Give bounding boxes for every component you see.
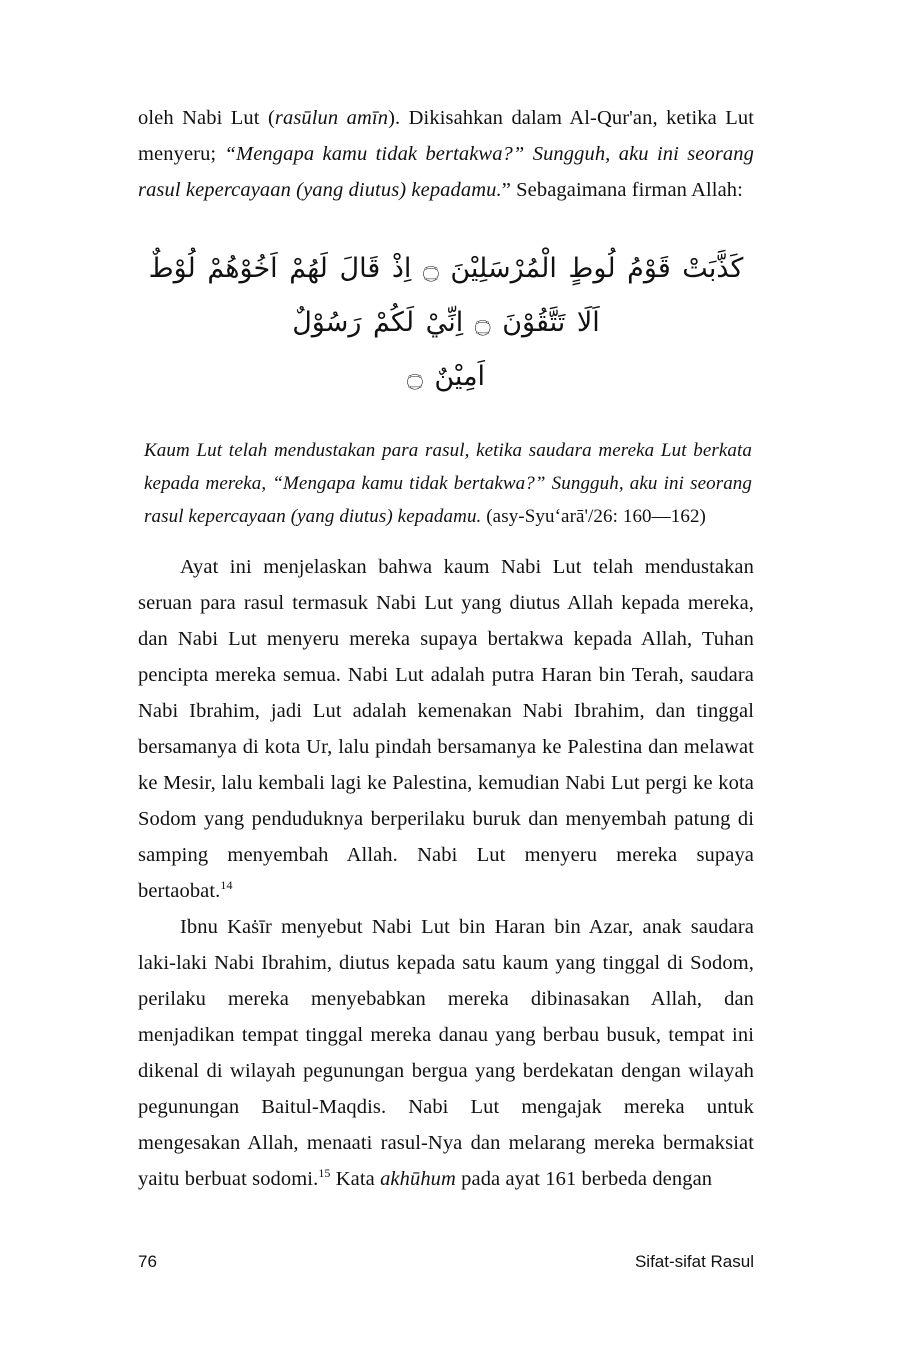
verse-reference: (asy-Syu‘arā'/26: 160—162): [481, 506, 706, 527]
body-1-text: Ayat ini menjelaskan bahwa kaum Nabi Lut telah mendustakan seruan para rasul termasuk Nabi Lut yang diutus Allah kepada mereka, dan Nabi Lut menyeru mereka supaya bertakwa kepada Allah, Tuhan pencipta mereka semua. Nabi Lut adalah putra Haran bin Terah, saudara Nabi Ibrahim, jadi Lut adalah kemenakan Nabi Ibrahim, dan tinggal bersamanya di kota Ur, lalu pindah bersamanya ke Palestina dan melawat ke Mesir, lalu kembali lagi ke Palestina, kemudian Nabi Lut pergi ke kota Sodom yang penduduknya berperilaku buruk dan menyembah patung di samping menyembah Allah. Nabi Lut menyeru mereka supaya bertaobat.: [138, 556, 754, 902]
paragraph-body-2: [138, 909, 754, 1197]
body-2-text-c: pada ayat 161 berbeda dengan: [455, 1168, 713, 1190]
translation-text: Kaum Lut telah mendustakan para rasul, ketika saudara mereka Lut berkata kepada mereka, “Mengapa kamu tidak bertakwa?” Sungguh, aku ini seorang rasul kepercayaan (yang diutus) kepadamu.: [144, 440, 752, 527]
quran-line-2: اَمِيْنٌ ۝: [406, 361, 486, 392]
running-head: Sifat-sifat Rasul: [634, 1252, 754, 1271]
quran-line-1: كَذَّبَتْ قَوْمُ لُوطٍ الْمُرْسَلِيْنَ ۝ اِذْ قَالَ لَهُمْ اَخُوْهُمْ لُوْطٌ اَلَا تَتَّقُوْنَ ۝ اِنِّيْ لَكُمْ رَسُوْلٌ: [148, 253, 744, 338]
footnote-marker-14: 14: [220, 878, 233, 893]
body-2-text-b: Kata: [330, 1168, 381, 1190]
footnote-marker-15: 15: [318, 1166, 331, 1181]
intro-text-3: ” Sebagaimana firman Allah:: [501, 179, 743, 201]
body-2-italic-term: akhūhum: [380, 1168, 456, 1190]
intro-italic-quote: “Mengapa kamu tidak bertakwa?” Sungguh, aku ini seorang rasul kepercayaan (yang diutus) kepadamu.: [138, 143, 754, 201]
page-footer: [138, 1252, 754, 1272]
paragraph-body-1: [138, 549, 754, 909]
page-number: 76: [138, 1252, 157, 1271]
intro-text-1: oleh Nabi Lut (: [138, 107, 275, 129]
paragraph-intro: [138, 100, 754, 208]
body-text-block: [138, 549, 754, 1197]
intro-italic-1: rasūlun amīn: [274, 107, 389, 129]
quran-verse-block: [138, 242, 754, 404]
verse-translation: [138, 434, 754, 533]
intro-text-2: ). Dikisahkan dalam Al-Qur'an, ketika Lut menyeru;: [138, 107, 754, 165]
body-2-text: Ibnu Kaṡīr menyebut Nabi Lut bin Haran bin Azar, anak saudara laki-laki Nabi Ibrahim, diutus kepada satu kaum yang tinggal di Sodom, perilaku mereka menyebabkan mereka dibinasakan Allah, dan menjadikan tempat tinggal mereka danau yang berbau busuk, tempat ini dikenal di wilayah pegunungan bergua yang berdekatan dengan wilayah pegunungan Baitul-Maqdis. Nabi Lut mengajak mereka untuk mengesakan Allah, menaati rasul-Nya dan melarang mereka bermaksiat yaitu berbuat sodomi.: [138, 916, 754, 1190]
